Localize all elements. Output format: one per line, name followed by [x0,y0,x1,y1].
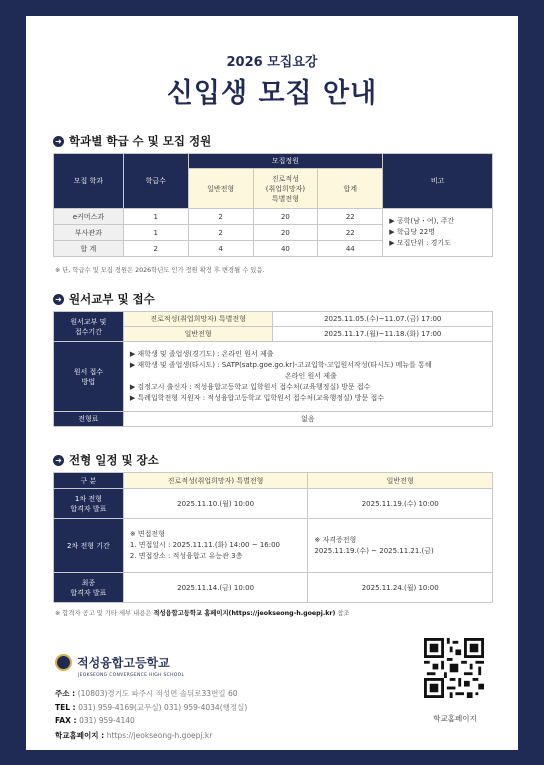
row-classes: 2 [123,241,188,257]
row-dept: 합 계 [54,241,124,257]
row-total: 22 [318,209,383,225]
section2-title: 원서교부 및 접수 [69,292,155,306]
method-item: ▶ 재학생 및 졸업생(타시도) : SATP(satp.goe.go.kr)-고교입학-고입원서작성(타시도) 메뉴를 통해 [129,361,432,369]
school-logo [55,654,170,671]
method-item: ▶ 재학생 및 졸업생(경기도) : 온라인 원서 제출 [129,350,274,358]
header-general: 일반전형 [308,473,493,489]
section3-heading [53,452,159,468]
school-name-en: JEOKSEONG CONVERGENCE HIGH SCHOOL [78,673,185,678]
row-classes: 1 [123,225,188,241]
header-remarks: 비고 [383,154,493,209]
second-period-label: 2차 전형 기간 [54,519,124,573]
first-result-special: 2025.11.10.(월) 10:00 [123,489,308,519]
row-dept: 부사관과 [54,225,124,241]
tel-line: TEL : 031) 959-4169(교무실) 031) 959-4034(행정실) [55,703,248,712]
quota-note: ※ 단, 학급수 및 모집 정원은 2026학년도 인가 정원 확정 후 변경될 수 있음. [55,267,265,274]
method-item: ▶ 검정고시 출신자 : 적성융합고등학교 입학원서 접수처(교육행정실) 방문 접수 [129,383,371,391]
period-label: 원서교부 및 접수기간 [54,312,124,342]
section1-heading [53,133,211,149]
method-label: 원서 접수 방법 [54,342,124,412]
header-dept: 모집 학과 [54,154,124,209]
header-div: 구 분 [54,473,124,489]
remarks-cell [383,209,493,257]
period-date: 2025.11.17.(월)~11.18.(화) 17:00 [273,327,493,342]
row-general: 2 [188,209,253,225]
period-date: 2025.11.05.(수)~11.07.(금) 17:00 [273,312,493,327]
row-total: 22 [318,225,383,241]
arrow-circle-icon: ➜ [53,455,64,466]
section3-title: 전형 일정 및 장소 [69,453,159,467]
homepage-reference: 적성융합고등학교 홈페이지(https://jeokseong-h.goepj.kr) [153,610,336,617]
poster-page [26,16,518,750]
main-title: 신입생 모집 안내 [166,78,378,109]
second-period-special: ※ 면접전형 1. 면접일시 : 2025.11.11.(화) 14:00 ~ 16:00 2. 면접장소 : 적성융합고 유능관 3층 [123,519,308,573]
final-result-general: 2025.11.24.(월) 10:00 [308,573,493,603]
header-special: 진로적성(취업희망자) 특별전형 [123,473,308,489]
fax-line: FAX : 031) 959-4140 [55,716,135,725]
row-general: 4 [188,241,253,257]
method-item: 온라인 원서 제출 [285,372,337,380]
remark-item: ▶ 공학(남・여), 주간 [389,217,455,225]
year-title: 2026 모집요강 [226,55,318,70]
qr-caption: 학교홈페이지 [433,714,477,723]
header-general: 일반전형 [188,169,253,209]
school-name: 적성융합고등학교 [77,656,170,670]
row-classes: 1 [123,209,188,225]
row-special: 20 [253,209,318,225]
remark-item: ▶ 학급당 22명 [389,228,435,236]
second-period-general: ※ 자격증전형 2025.11.19.(수) ~ 2025.11.21.(금) [308,519,493,573]
row-total: 44 [318,241,383,257]
school-emblem-icon [55,654,72,671]
first-result-general: 2025.11.19.(수) 10:00 [308,489,493,519]
remark-item: ▶ 모집단위 : 경기도 [389,239,451,247]
section1-title: 학과별 학급 수 및 모집 정원 [69,134,212,148]
row-special: 40 [253,241,318,257]
header-classes: 학급수 [123,154,188,209]
qr-code-icon[interactable] [424,638,484,698]
quota-table [53,153,493,257]
method-list [123,342,492,412]
arrow-circle-icon: ➜ [53,294,64,305]
period-type: 일반전형 [123,327,273,342]
application-table [53,311,493,427]
first-result-label: 1차 전형 합격자 발표 [54,489,124,519]
homepage-line[interactable]: 학교홈페이지 : https://jeokseong-h.goepj.kr [55,731,213,740]
row-special: 20 [253,225,318,241]
section2-heading [53,291,155,307]
row-dept: e커머스과 [54,209,124,225]
arrow-circle-icon: ➜ [53,136,64,147]
address-line: 주소 : (10803)경기도 파주시 적성면 솔뒤로33번길 60 [55,689,238,698]
header-special: 진로적성 (취업희망자) 특별전형 [253,169,318,209]
row-general: 2 [188,225,253,241]
final-result-label: 최종 합격자 발표 [54,573,124,603]
header-total: 합계 [318,169,383,209]
fee-value: 없음 [123,412,492,427]
final-result-special: 2025.11.14.(금) 10:00 [123,573,308,603]
schedule-note: ※ 합격자 공고 및 기타 세부 내용은 적성융합고등학교 홈페이지(https://jeokseong-h.goepj.kr) 참조 [55,610,350,617]
method-item: ▶ 특례입학전형 지원자 : 적성융합고등학교 입학원서 접수처(교육행정실) 방문 접수 [129,394,384,402]
period-type: 진로적성(취업희망자) 특별전형 [123,312,273,327]
fee-label: 전형료 [54,412,124,427]
schedule-table [53,472,493,603]
header-quota: 모집정원 [188,154,383,169]
